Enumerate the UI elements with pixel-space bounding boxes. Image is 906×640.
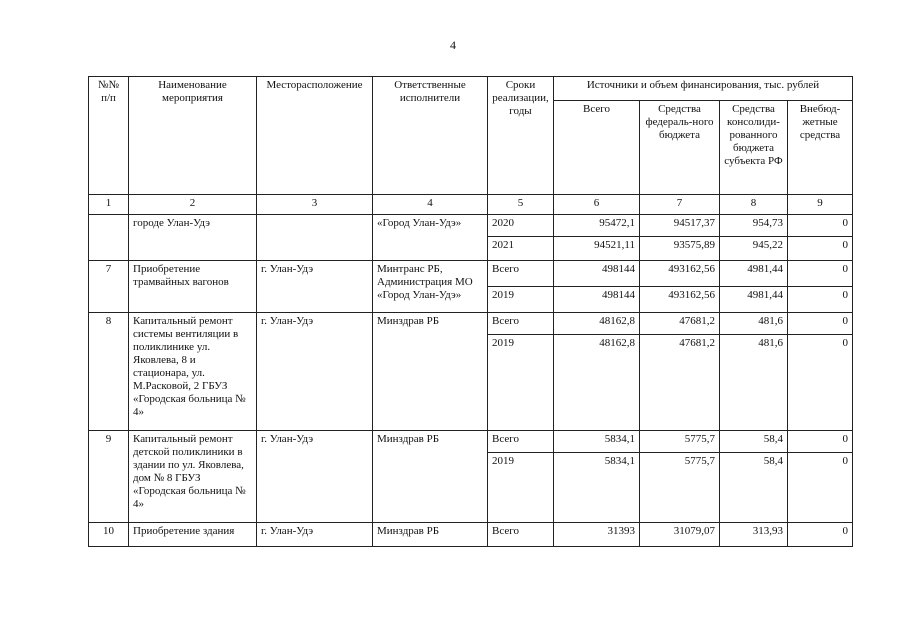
- row-offbudget: 0: [788, 335, 853, 431]
- header-sources: Источники и объем финансирования, тыс. рублей: [554, 77, 853, 101]
- row-offbudget: 0: [788, 453, 853, 523]
- row-name: Капитальный ремонт детской поликлиники в здании по ул. Яковлева, дом № 8 ГБУЗ «Городская больница № 4»: [129, 431, 257, 523]
- row-responsible: Минздрав РБ: [373, 313, 488, 431]
- row-federal: 5775,7: [640, 453, 720, 523]
- row-total: 95472,1: [554, 215, 640, 237]
- row-offbudget: 0: [788, 287, 853, 313]
- row-name: Приобретение трамвайных вагонов: [129, 261, 257, 313]
- column-number: 2: [129, 195, 257, 215]
- row-federal: 5775,7: [640, 431, 720, 453]
- column-number: 7: [640, 195, 720, 215]
- column-number: 1: [89, 195, 129, 215]
- table-row: [89, 313, 853, 335]
- column-number: 6: [554, 195, 640, 215]
- column-number: 3: [257, 195, 373, 215]
- row-total: 5834,1: [554, 431, 640, 453]
- row-location: г. Улан-Удэ: [257, 431, 373, 523]
- row-num: 10: [89, 523, 129, 547]
- row-location: г. Улан-Удэ: [257, 523, 373, 547]
- row-responsible: Минздрав РБ: [373, 523, 488, 547]
- column-number-row: [89, 195, 853, 215]
- row-name: Капитальный ремонт системы вентиляции в поликлинике ул. Яковлева, 8 и стационара, ул. М.Расковой, 2 ГБУЗ «Городская больница № 4»: [129, 313, 257, 431]
- row-offbudget: 0: [788, 261, 853, 287]
- table-row: [89, 215, 853, 237]
- row-period: 2019: [488, 453, 554, 523]
- row-name: Приобретение здания: [129, 523, 257, 547]
- header-total: Всего: [554, 101, 640, 195]
- row-total: 48162,8: [554, 335, 640, 431]
- row-federal: 47681,2: [640, 335, 720, 431]
- column-number: 9: [788, 195, 853, 215]
- row-period: Всего: [488, 261, 554, 287]
- header-regional: Средства консолиди-рованного бюджета субъекта РФ: [720, 101, 788, 195]
- row-federal: 493162,56: [640, 287, 720, 313]
- row-regional: 481,6: [720, 335, 788, 431]
- row-offbudget: 0: [788, 431, 853, 453]
- header-num: №№ п/п: [89, 77, 129, 195]
- page-number: 4: [450, 38, 456, 52]
- row-offbudget: 0: [788, 215, 853, 237]
- header-name: Наименование мероприятия: [129, 77, 257, 195]
- row-period: Всего: [488, 523, 554, 547]
- table-row: [89, 523, 853, 547]
- row-federal: 493162,56: [640, 261, 720, 287]
- row-regional: 945,22: [720, 237, 788, 261]
- row-federal: 93575,89: [640, 237, 720, 261]
- row-period: Всего: [488, 431, 554, 453]
- row-federal: 47681,2: [640, 313, 720, 335]
- table-row: [89, 431, 853, 453]
- row-total: 94521,11: [554, 237, 640, 261]
- row-total: 5834,1: [554, 453, 640, 523]
- column-number: 5: [488, 195, 554, 215]
- table-row: [89, 261, 853, 287]
- header-offbudget: Внебюд-жетные средства: [788, 101, 853, 195]
- row-period: 2021: [488, 237, 554, 261]
- row-total: 48162,8: [554, 313, 640, 335]
- row-location: [257, 215, 373, 261]
- row-regional: 481,6: [720, 313, 788, 335]
- row-num: 9: [89, 431, 129, 523]
- row-responsible: Минтранс РБ, Администрация МО «Город Улан-Удэ»: [373, 261, 488, 313]
- row-regional: 58,4: [720, 453, 788, 523]
- row-regional: 954,73: [720, 215, 788, 237]
- row-regional: 4981,44: [720, 261, 788, 287]
- header-period: Сроки реализации, годы: [488, 77, 554, 195]
- header-federal: Средства федераль-ного бюджета: [640, 101, 720, 195]
- row-period: 2020: [488, 215, 554, 237]
- row-offbudget: 0: [788, 313, 853, 335]
- row-federal: 31079,07: [640, 523, 720, 547]
- row-regional: 313,93: [720, 523, 788, 547]
- row-offbudget: 0: [788, 237, 853, 261]
- row-period: 2019: [488, 287, 554, 313]
- row-responsible: Минздрав РБ: [373, 431, 488, 523]
- row-regional: 4981,44: [720, 287, 788, 313]
- row-location: г. Улан-Удэ: [257, 261, 373, 313]
- header-responsible: Ответственные исполнители: [373, 77, 488, 195]
- row-num: [89, 215, 129, 261]
- row-regional: 58,4: [720, 431, 788, 453]
- row-num: 7: [89, 261, 129, 313]
- financing-table: [88, 76, 853, 547]
- row-federal: 94517,37: [640, 215, 720, 237]
- column-number: 4: [373, 195, 488, 215]
- row-num: 8: [89, 313, 129, 431]
- row-period: Всего: [488, 313, 554, 335]
- row-offbudget: 0: [788, 523, 853, 547]
- row-period: 2019: [488, 335, 554, 431]
- row-name: городе Улан-Удэ: [129, 215, 257, 261]
- row-location: г. Улан-Удэ: [257, 313, 373, 431]
- column-number: 8: [720, 195, 788, 215]
- row-total: 498144: [554, 261, 640, 287]
- row-total: 498144: [554, 287, 640, 313]
- row-total: 31393: [554, 523, 640, 547]
- row-responsible: «Город Улан-Удэ»: [373, 215, 488, 261]
- header-location: Месторасположение: [257, 77, 373, 195]
